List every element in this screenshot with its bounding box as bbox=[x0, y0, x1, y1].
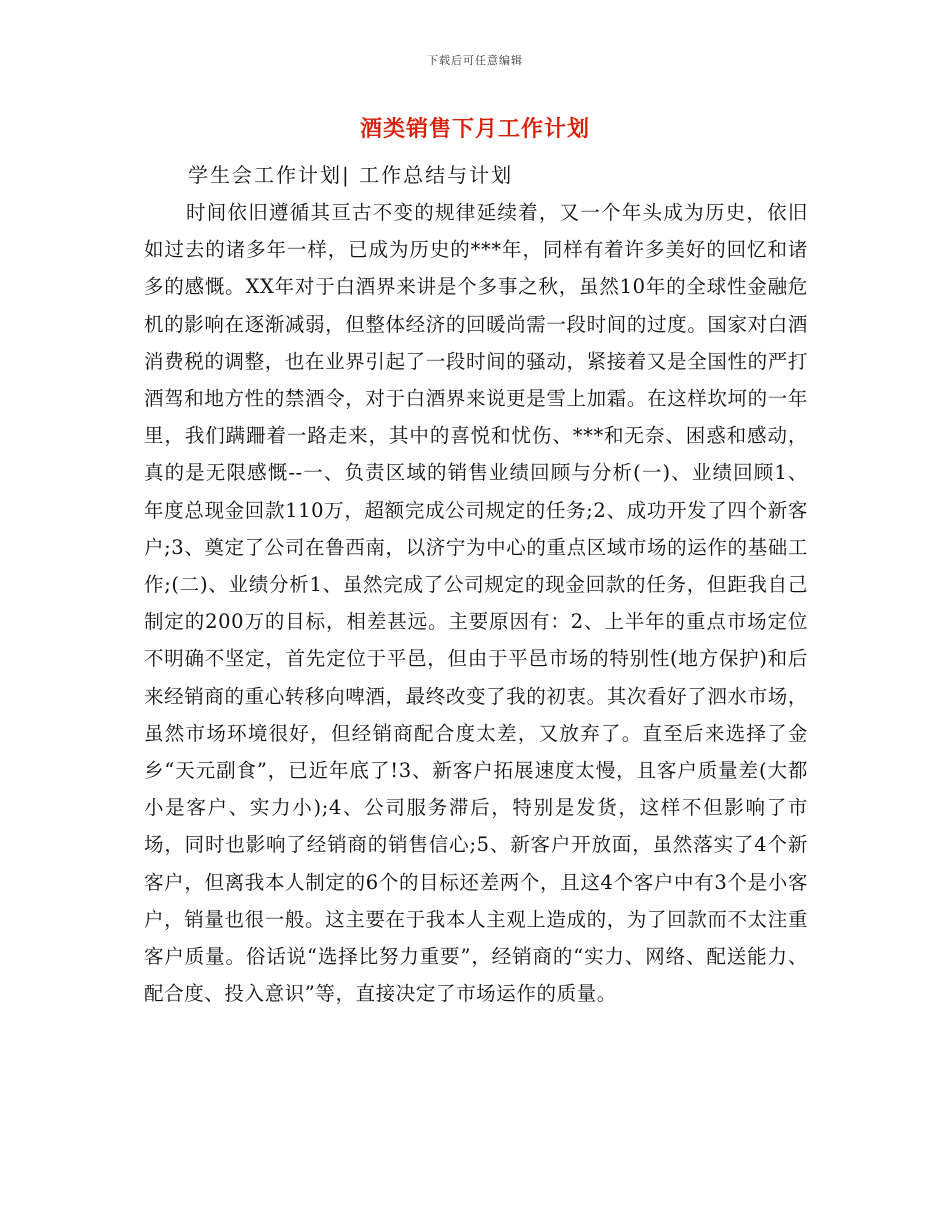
document-body-paragraph: 时间依旧遵循其亘古不变的规律延续着，又一个年头成为历史，依旧如过去的诸多年一样，已成为历史的***年，同样有着许多美好的回忆和诸多的感慨。XX年对于白酒界来讲是个多事之秋，虽然10年的全球性金融危机的影响在逐渐减弱，但整体经济的回暖尚需一段时间的过度。国家对白酒消费税的调整，也在业界引起了一段时间的骚动，紧接着又是全国性的严打酒驾和地方性的禁酒令，对于白酒界来说更是雪上加霜。在这样坎坷的一年里，我们蹒跚着一路走来，其中的喜悦和忧伤、***和无奈、困惑和感动，真的是无限感慨--一、负责区域的销售业绩回顾与分析(一)、业绩回顾1、年度总现金回款110万，超额完成公司规定的任务;2、成功开发了四个新客户;3、奠定了公司在鲁西南，以济宁为中心的重点区域市场的运作的基础工作;(二)、业绩分析1、虽然完成了公司规定的现金回款的任务，但距我自己制定的200万的目标，相差甚远。主要原因有：2、上半年的重点市场定位不明确不坚定，首先定位于平邑，但由于平邑市场的特别性(地方保护)和后来经销商的重心转移向啤酒，最终改变了我的初衷。其次看好了泗水市场，虽然市场环境很好，但经销商配合度太差，又放弃了。直至后来选择了金乡“天元副食”，已近年底了!3、新客户拓展速度太慢，且客户质量差(大都小是客户、实力小);4、公司服务滞后，特别是发货，这样不但影响了市场，同时也影响了经销商的销售信心;5、新客户开放面，虽然落实了4个新客户，但离我本人制定的6个的目标还差两个，且这4个客户中有3个是小客户，销量也很一般。这主要在于我本人主观上造成的，为了回款而不太注重客户质量。俗话说“选择比努力重要”，经销商的“实力、网络、配送能力、配合度、投入意识”等，直接决定了市场运作的质量。 bbox=[144, 201, 808, 1006]
document-title: 酒类销售下月工作计划 bbox=[359, 117, 590, 142]
document-subheading: 学生会工作计划| 工作总结与计划 bbox=[188, 163, 514, 187]
header-note: 下载后可任意编辑 bbox=[427, 54, 523, 67]
